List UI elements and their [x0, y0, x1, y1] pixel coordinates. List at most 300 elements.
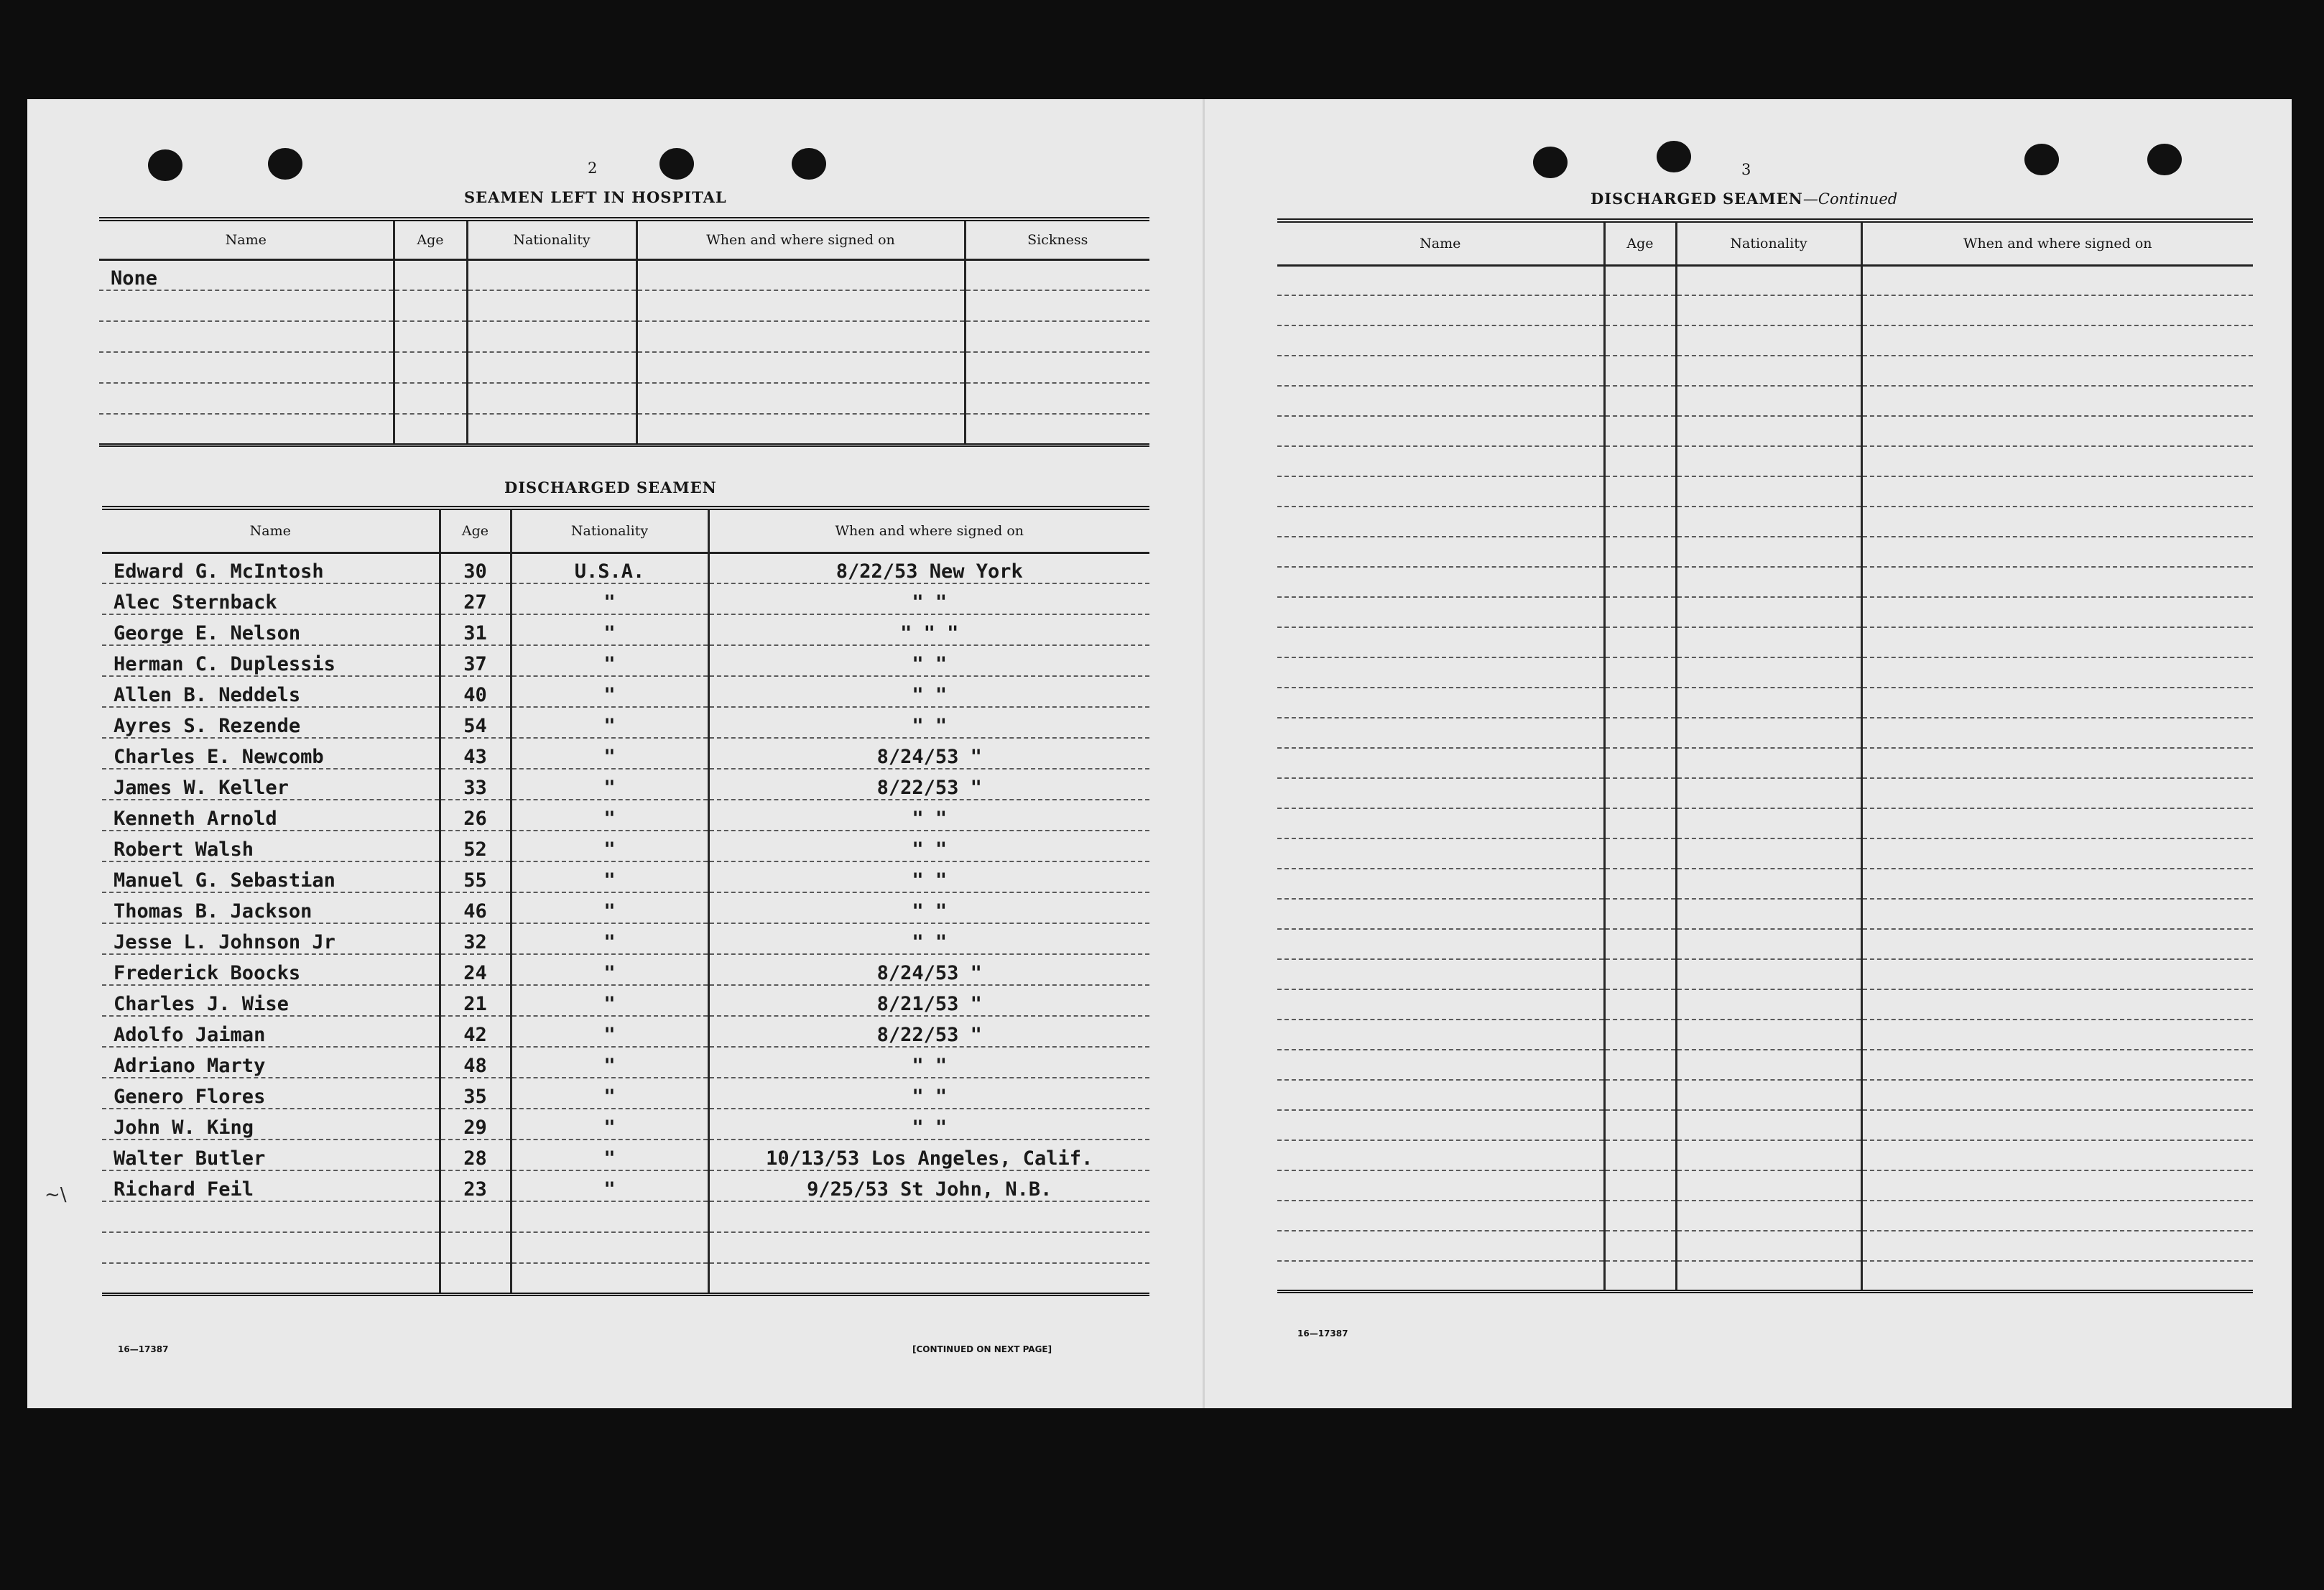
discharged-cell-nationality: " [511, 1047, 708, 1078]
right-cell-name [1277, 1261, 1604, 1291]
discharged-cell-nationality: " [511, 1170, 708, 1201]
discharged-cell-age: 28 [440, 1140, 511, 1170]
discharged-cell-name: Charles J. Wise [102, 985, 440, 1016]
discharged-row [102, 1047, 1149, 1078]
right-cell-nationality [1676, 507, 1861, 537]
discharged-cell-nationality: " [511, 800, 708, 831]
discharged-cell-signed-on: " " [708, 1047, 1149, 1078]
discharged-cell-age: 30 [440, 553, 511, 583]
right-cell-nationality [1676, 1140, 1861, 1170]
right-cell-age [1604, 627, 1676, 657]
hospital-header-signed-on: When and where signed on [636, 219, 965, 259]
right-cell-signed-on [1861, 295, 2253, 325]
hospital-table [99, 217, 1149, 447]
right-cell-name [1277, 838, 1604, 869]
right-cell-name [1277, 929, 1604, 959]
punch-hole [2024, 144, 2059, 175]
right-cell-signed-on [1861, 1140, 2253, 1170]
hospital-header-sickness: Sickness [965, 219, 1149, 259]
hospital-cell-nationality [467, 383, 636, 414]
discharged-cell-nationality: " [511, 831, 708, 861]
right-row [1277, 386, 2253, 416]
right-row [1277, 838, 2253, 869]
right-cell-name [1277, 567, 1604, 597]
discharged-cell-age: 52 [440, 831, 511, 861]
right-row [1277, 1020, 2253, 1050]
right-cell-name [1277, 446, 1604, 476]
discharged-cell-age: 21 [440, 985, 511, 1016]
right-cell-name [1277, 748, 1604, 778]
right-cell-age [1604, 778, 1676, 808]
right-cell-signed-on [1861, 688, 2253, 718]
right-row [1277, 325, 2253, 356]
discharged-cell-nationality: " [511, 676, 708, 707]
discharged-row [102, 1232, 1149, 1263]
form-number-left: 16—17387 [118, 1344, 169, 1354]
right-cell-nationality [1676, 567, 1861, 597]
right-cell-age [1604, 899, 1676, 929]
discharged-cell-name [102, 1232, 440, 1263]
hospital-cell-sickness [965, 383, 1149, 414]
hospital-cell-signed-on [636, 352, 965, 383]
hospital-cell-signed-on [636, 383, 965, 414]
right-cell-nationality [1676, 657, 1861, 688]
discharged-row [102, 1170, 1149, 1201]
discharged-row [102, 1016, 1149, 1047]
right-cell-signed-on [1861, 446, 2253, 476]
hospital-cell-signed-on [636, 321, 965, 352]
discharged-header-nationality: Nationality [511, 508, 708, 553]
discharged-cell-name: Walter Butler [102, 1140, 440, 1170]
right-cell-signed-on [1861, 627, 2253, 657]
right-cell-age [1604, 808, 1676, 838]
discharged-row [102, 1078, 1149, 1109]
discharged-row [102, 583, 1149, 614]
hospital-header-name: Name [99, 219, 394, 259]
hospital-cell-sickness [965, 290, 1149, 321]
discharged-cell-nationality: " [511, 954, 708, 985]
discharged-cell-name: Edward G. McIntosh [102, 553, 440, 583]
right-cell-name [1277, 597, 1604, 627]
discharged-cell-signed-on: 8/22/53 " [708, 1016, 1149, 1047]
right-cell-name [1277, 386, 1604, 416]
right-cell-name [1277, 1020, 1604, 1050]
discharged-cell-name: Jesse L. Johnson Jr [102, 923, 440, 954]
right-cell-signed-on [1861, 657, 2253, 688]
discharged-cell-nationality [511, 1201, 708, 1232]
continued-note: [CONTINUED ON NEXT PAGE] [912, 1344, 1052, 1354]
right-cell-nationality [1676, 1020, 1861, 1050]
right-discharged-table [1277, 218, 2253, 1293]
right-cell-age [1604, 1261, 1676, 1291]
discharged-cell-nationality: " [511, 645, 708, 676]
discharged-cell-signed-on [708, 1232, 1149, 1263]
right-cell-nationality [1676, 1170, 1861, 1201]
right-cell-name [1277, 1080, 1604, 1110]
right-cell-nationality [1676, 627, 1861, 657]
discharged-row [102, 1263, 1149, 1294]
discharged-cell-signed-on [708, 1201, 1149, 1232]
hospital-cell-signed-on [636, 414, 965, 445]
right-row [1277, 446, 2253, 476]
discharged-cell-nationality: " [511, 1016, 708, 1047]
right-row [1277, 476, 2253, 507]
hospital-cell-sickness [965, 259, 1149, 290]
right-cell-name [1277, 808, 1604, 838]
right-cell-age [1604, 265, 1676, 295]
discharged-cell-signed-on: 8/22/53 New York [708, 553, 1149, 583]
right-cell-name [1277, 1170, 1604, 1201]
discharged-cell-age: 40 [440, 676, 511, 707]
discharged-cell-age: 35 [440, 1078, 511, 1109]
hospital-cell-signed-on [636, 290, 965, 321]
discharged-row [102, 1140, 1149, 1170]
right-cell-name [1277, 657, 1604, 688]
discharged-cell-nationality [511, 1263, 708, 1294]
discharged-cell-age: 43 [440, 738, 511, 769]
discharged-cell-signed-on: " " [708, 800, 1149, 831]
right-cell-signed-on [1861, 1110, 2253, 1140]
right-row [1277, 748, 2253, 778]
right-cell-nationality [1676, 386, 1861, 416]
discharged-cell-signed-on: 10/13/53 Los Angeles, Calif. [708, 1140, 1149, 1170]
discharged-cell-name: Ayres S. Rezende [102, 707, 440, 738]
right-cell-age [1604, 748, 1676, 778]
right-row [1277, 1110, 2253, 1140]
discharged-cell-age: 46 [440, 892, 511, 923]
hospital-cell-age [394, 414, 467, 445]
right-cell-name [1277, 989, 1604, 1020]
punch-hole [659, 148, 694, 180]
discharged-cell-nationality: U.S.A. [511, 553, 708, 583]
right-cell-age [1604, 597, 1676, 627]
discharged-cell-name [102, 1263, 440, 1294]
right-cell-age [1604, 1050, 1676, 1080]
right-row [1277, 627, 2253, 657]
right-row [1277, 808, 2253, 838]
right-cell-name [1277, 778, 1604, 808]
right-header-signed-on: When and where signed on [1861, 221, 2253, 265]
hospital-cell-name [99, 352, 394, 383]
right-row [1277, 718, 2253, 748]
discharged-cell-nationality: " [511, 1109, 708, 1140]
right-cell-age [1604, 929, 1676, 959]
right-cell-nationality [1676, 1050, 1861, 1080]
discharged-cell-name: Herman C. Duplessis [102, 645, 440, 676]
discharged-cell-name: Charles E. Newcomb [102, 738, 440, 769]
right-cell-signed-on [1861, 1080, 2253, 1110]
discharged-row [102, 1201, 1149, 1232]
hospital-cell-sickness [965, 352, 1149, 383]
right-cell-age [1604, 959, 1676, 989]
discharged-row [102, 614, 1149, 645]
discharged-cell-nationality [511, 1232, 708, 1263]
hospital-cell-nationality [467, 259, 636, 290]
right-cell-nationality [1676, 1110, 1861, 1140]
discharged-cell-name: Adolfo Jaiman [102, 1016, 440, 1047]
right-cell-name [1277, 688, 1604, 718]
hospital-cell-age [394, 383, 467, 414]
discharged-cell-name: Frederick Boocks [102, 954, 440, 985]
right-row [1277, 657, 2253, 688]
right-cell-name [1277, 356, 1604, 386]
right-row [1277, 567, 2253, 597]
right-cell-age [1604, 838, 1676, 869]
discharged-header-age: Age [440, 508, 511, 553]
right-cell-signed-on [1861, 778, 2253, 808]
hospital-cell-nationality [467, 414, 636, 445]
hospital-header-nationality: Nationality [467, 219, 636, 259]
right-cell-signed-on [1861, 325, 2253, 356]
right-cell-name [1277, 325, 1604, 356]
right-cell-signed-on [1861, 416, 2253, 446]
discharged-cell-name: Adriano Marty [102, 1047, 440, 1078]
right-cell-signed-on [1861, 265, 2253, 295]
punch-hole [148, 149, 182, 181]
hospital-cell-age [394, 321, 467, 352]
right-row [1277, 688, 2253, 718]
discharged-cell-signed-on: " " [708, 892, 1149, 923]
right-cell-age [1604, 446, 1676, 476]
right-cell-nationality [1676, 295, 1861, 325]
right-cell-name [1277, 627, 1604, 657]
right-cell-signed-on [1861, 386, 2253, 416]
discharged-cell-age [440, 1263, 511, 1294]
right-cell-age [1604, 295, 1676, 325]
discharged-cell-age [440, 1232, 511, 1263]
discharged-cell-age: 29 [440, 1109, 511, 1140]
right-section-title-suffix: —Continued [1802, 190, 1898, 208]
right-cell-nationality [1676, 265, 1861, 295]
discharged-cell-name [102, 1201, 440, 1232]
right-cell-nationality [1676, 929, 1861, 959]
hospital-section-title: SEAMEN LEFT IN HOSPITAL [464, 188, 727, 206]
right-cell-age [1604, 1170, 1676, 1201]
right-cell-nationality [1676, 1231, 1861, 1261]
right-header-age: Age [1604, 221, 1676, 265]
right-header-nationality: Nationality [1676, 221, 1861, 265]
discharged-table [102, 506, 1149, 1296]
right-cell-name [1277, 959, 1604, 989]
discharged-cell-signed-on: " " [708, 831, 1149, 861]
right-cell-age [1604, 507, 1676, 537]
right-cell-nationality [1676, 899, 1861, 929]
right-cell-age [1604, 1231, 1676, 1261]
right-cell-age [1604, 1110, 1676, 1140]
right-row [1277, 537, 2253, 567]
right-row [1277, 597, 2253, 627]
hospital-row [99, 321, 1149, 352]
right-cell-age [1604, 537, 1676, 567]
right-cell-nationality [1676, 1080, 1861, 1110]
right-cell-age [1604, 356, 1676, 386]
hospital-cell-nationality [467, 352, 636, 383]
hospital-cell-age [394, 259, 467, 290]
right-cell-signed-on [1861, 899, 2253, 929]
right-cell-signed-on [1861, 989, 2253, 1020]
discharged-cell-name: Genero Flores [102, 1078, 440, 1109]
right-cell-age [1604, 718, 1676, 748]
page-number-right: 3 [1741, 161, 1751, 178]
discharged-cell-signed-on: " " [708, 1078, 1149, 1109]
right-cell-age [1604, 386, 1676, 416]
page-number-left: 2 [588, 160, 598, 177]
discharged-cell-signed-on: " " [708, 861, 1149, 892]
right-cell-age [1604, 1020, 1676, 1050]
right-cell-nationality [1676, 989, 1861, 1020]
discharged-cell-nationality: " [511, 738, 708, 769]
discharged-cell-name: Kenneth Arnold [102, 800, 440, 831]
right-cell-age [1604, 657, 1676, 688]
right-cell-nationality [1676, 748, 1861, 778]
discharged-cell-nationality: " [511, 985, 708, 1016]
hospital-cell-name [99, 321, 394, 352]
discharged-cell-nationality: " [511, 1140, 708, 1170]
right-cell-name [1277, 416, 1604, 446]
discharged-cell-signed-on: " " " [708, 614, 1149, 645]
right-cell-age [1604, 1140, 1676, 1170]
right-row [1277, 1231, 2253, 1261]
right-cell-signed-on [1861, 356, 2253, 386]
hospital-row [99, 383, 1149, 414]
right-row [1277, 1140, 2253, 1170]
discharged-cell-name: Allen B. Neddels [102, 676, 440, 707]
right-cell-signed-on [1861, 1020, 2253, 1050]
discharged-cell-nationality: " [511, 614, 708, 645]
right-cell-signed-on [1861, 748, 2253, 778]
hospital-row [99, 290, 1149, 321]
right-cell-signed-on [1861, 507, 2253, 537]
discharged-cell-name: Richard Feil [102, 1170, 440, 1201]
punch-hole [268, 148, 302, 180]
right-cell-name [1277, 537, 1604, 567]
right-cell-nationality [1676, 356, 1861, 386]
right-row [1277, 1261, 2253, 1291]
discharged-cell-age: 33 [440, 769, 511, 800]
margin-pencil-mark: ~\ [45, 1184, 67, 1206]
right-cell-nationality [1676, 1201, 1861, 1231]
discharged-cell-nationality: " [511, 1078, 708, 1109]
right-cell-nationality [1676, 838, 1861, 869]
right-row [1277, 1201, 2253, 1231]
right-cell-nationality [1676, 718, 1861, 748]
right-cell-age [1604, 1080, 1676, 1110]
right-row [1277, 869, 2253, 899]
hospital-cell-name: None [99, 259, 394, 290]
discharged-cell-age: 26 [440, 800, 511, 831]
discharged-cell-age: 37 [440, 645, 511, 676]
right-cell-age [1604, 476, 1676, 507]
discharged-cell-age [440, 1201, 511, 1232]
right-cell-name [1277, 476, 1604, 507]
right-cell-signed-on [1861, 1261, 2253, 1291]
page-fold [1203, 99, 1205, 1408]
discharged-cell-nationality: " [511, 707, 708, 738]
hospital-cell-age [394, 290, 467, 321]
right-cell-signed-on [1861, 567, 2253, 597]
discharged-row [102, 676, 1149, 707]
discharged-cell-age: 27 [440, 583, 511, 614]
right-row [1277, 929, 2253, 959]
hospital-header-age: Age [394, 219, 467, 259]
discharged-row [102, 831, 1149, 861]
hospital-row [99, 259, 1149, 290]
discharged-row [102, 645, 1149, 676]
right-cell-age [1604, 416, 1676, 446]
discharged-cell-nationality: " [511, 923, 708, 954]
right-cell-nationality [1676, 959, 1861, 989]
right-section-title [1591, 190, 1897, 208]
discharged-cell-nationality: " [511, 583, 708, 614]
discharged-cell-nationality: " [511, 892, 708, 923]
right-cell-signed-on [1861, 476, 2253, 507]
right-cell-name [1277, 718, 1604, 748]
right-cell-signed-on [1861, 838, 2253, 869]
right-row [1277, 778, 2253, 808]
right-cell-age [1604, 567, 1676, 597]
discharged-cell-signed-on: 9/25/53 St John, N.B. [708, 1170, 1149, 1201]
discharged-cell-age: 24 [440, 954, 511, 985]
right-cell-name [1277, 1050, 1604, 1080]
discharged-row [102, 923, 1149, 954]
discharged-cell-signed-on [708, 1263, 1149, 1294]
punch-hole [2147, 144, 2182, 175]
discharged-cell-signed-on: " " [708, 645, 1149, 676]
form-sheet [27, 99, 2292, 1408]
right-cell-nationality [1676, 537, 1861, 567]
discharged-cell-name: George E. Nelson [102, 614, 440, 645]
hospital-cell-sickness [965, 321, 1149, 352]
hospital-cell-sickness [965, 414, 1149, 445]
discharged-cell-signed-on: " " [708, 707, 1149, 738]
hospital-cell-age [394, 352, 467, 383]
right-cell-name [1277, 1201, 1604, 1231]
right-row [1277, 356, 2253, 386]
discharged-cell-age: 31 [440, 614, 511, 645]
discharged-cell-name: Alec Sternback [102, 583, 440, 614]
discharged-section-title: DISCHARGED SEAMEN [504, 479, 717, 496]
right-cell-nationality [1676, 778, 1861, 808]
discharged-cell-nationality: " [511, 861, 708, 892]
right-cell-name [1277, 507, 1604, 537]
discharged-cell-signed-on: " " [708, 583, 1149, 614]
discharged-cell-signed-on: 8/21/53 " [708, 985, 1149, 1016]
form-number-right: 16—17387 [1297, 1328, 1348, 1339]
right-cell-nationality [1676, 476, 1861, 507]
discharged-row [102, 769, 1149, 800]
discharged-cell-age: 42 [440, 1016, 511, 1047]
discharged-row [102, 553, 1149, 583]
discharged-cell-signed-on: " " [708, 676, 1149, 707]
right-cell-signed-on [1861, 718, 2253, 748]
hospital-row [99, 352, 1149, 383]
punch-hole [792, 148, 826, 180]
discharged-cell-age: 55 [440, 861, 511, 892]
discharged-cell-signed-on: " " [708, 1109, 1149, 1140]
discharged-row [102, 800, 1149, 831]
right-cell-signed-on [1861, 959, 2253, 989]
discharged-cell-name: John W. King [102, 1109, 440, 1140]
right-cell-nationality [1676, 688, 1861, 718]
discharged-cell-name: James W. Keller [102, 769, 440, 800]
right-cell-age [1604, 989, 1676, 1020]
right-cell-nationality [1676, 416, 1861, 446]
discharged-cell-age: 54 [440, 707, 511, 738]
hospital-cell-nationality [467, 321, 636, 352]
right-row [1277, 899, 2253, 929]
discharged-cell-name: Thomas B. Jackson [102, 892, 440, 923]
punch-hole [1533, 147, 1568, 178]
